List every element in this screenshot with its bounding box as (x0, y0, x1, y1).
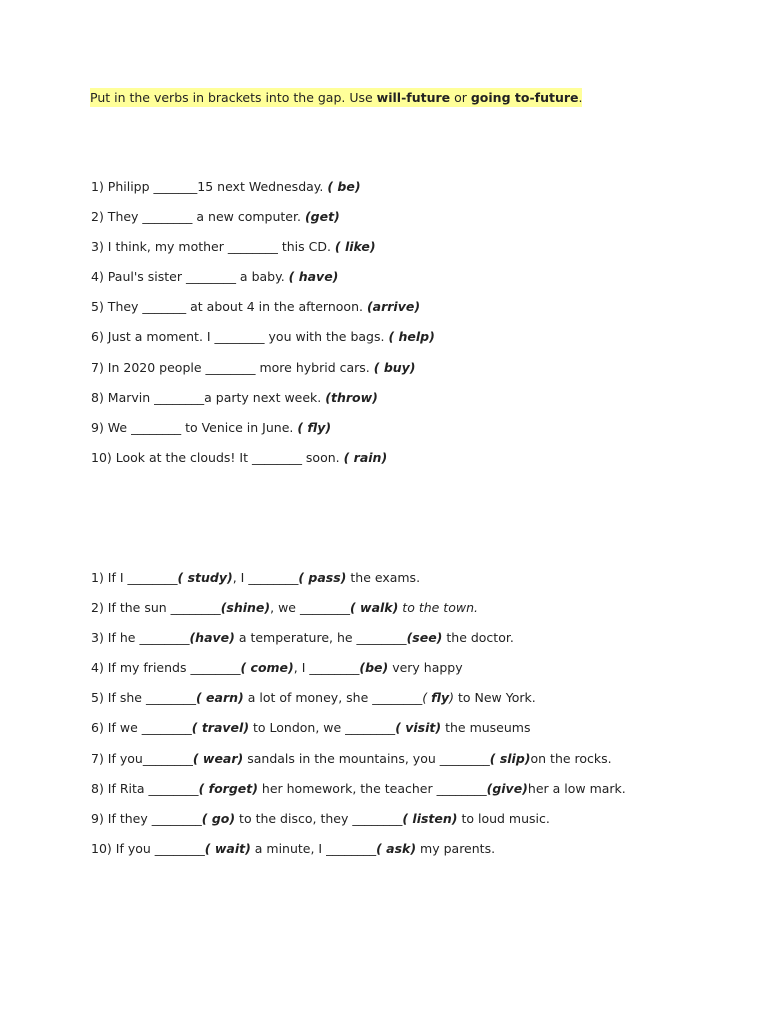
sentence-text: 9) We ________ to Venice in June. (91, 419, 298, 435)
verb-hint: ( slip) (489, 750, 531, 766)
verb-hint: ( buy) (373, 359, 416, 375)
sentence-text: sandals in the mountains, you ________ (243, 750, 490, 766)
verb-hint: ( forget) (198, 780, 258, 796)
sentence-text: the exams. (346, 570, 421, 585)
exercise-item (91, 569, 626, 599)
sentence-text: 3) If he ________ (91, 630, 190, 646)
exercise-section-future (91, 178, 435, 479)
sentence-text: 8) Marvin ________a party next week. (91, 389, 326, 405)
sentence-text: the doctor. (442, 630, 514, 646)
sentence-text: to loud music. (457, 810, 550, 826)
sentence-text: the museums (441, 720, 531, 736)
sentence-text: 10) If you ________ (91, 840, 205, 856)
verb-hint: ( study) (177, 570, 233, 585)
sentence-text: 4) If my friends ________ (91, 660, 241, 676)
instruction-text (90, 89, 582, 107)
exercise-item (91, 449, 435, 479)
sentence-text: to the disco, they ________ (235, 810, 403, 826)
verb-hint: ( ask) (376, 840, 417, 856)
sentence-text: 2) If the sun ________ (91, 600, 221, 616)
sentence-text: , I ________ (232, 570, 299, 585)
exercise-item (91, 599, 626, 629)
exercise-item (91, 178, 435, 208)
sentence-text: her a low mark. (527, 780, 626, 796)
instruction-part1: Put in the verbs in brackets into the gap. Use (90, 90, 377, 105)
sentence-text: 7) In 2020 people ________ more hybrid cars. (91, 359, 374, 375)
exercise-item (91, 840, 626, 870)
exercise-item (91, 719, 626, 749)
verb-hint: ( wait) (204, 840, 251, 856)
exercise-item (91, 208, 435, 238)
verb-hint: ( rain) (343, 449, 388, 465)
verb-hint: (arrive) (366, 299, 421, 315)
sentence-text: my parents. (416, 840, 496, 856)
sentence-text: her homework, the teacher ________ (257, 780, 487, 796)
verb-hint: ( earn) (195, 690, 244, 706)
sentence-text: 10) Look at the clouds! It ________ soon. (91, 449, 344, 465)
verb-hint: fly (431, 690, 450, 706)
verb-hint: ( wear) (192, 750, 244, 766)
sentence-text: 1) If I ________ (91, 570, 178, 585)
verb-hint: ( pass) (298, 570, 347, 585)
verb-hint: ( come) (240, 660, 294, 676)
sentence-text: 3) I think, my mother ________ this CD. (91, 239, 335, 255)
sentence-text: 8) If Rita ________ (91, 780, 199, 796)
verb-hint: (have) (189, 630, 235, 646)
sentence-text: on the rocks. (530, 750, 612, 766)
instruction-highlight (90, 88, 582, 107)
sentence-text: 6) Just a moment. I ________ you with the bags. (91, 329, 389, 345)
sentence-text: a minute, I ________ (250, 840, 377, 856)
sentence-text: , we ________ (270, 600, 350, 616)
will-future-keyword: will-future (376, 90, 451, 105)
verb-hint: ( like) (334, 239, 376, 255)
sentence-text: 9) If they ________ (91, 810, 202, 826)
verb-hint: ( help) (388, 329, 435, 345)
exercise-item (91, 810, 626, 840)
exercise-section-conditional (91, 569, 626, 870)
sentence-text: ) (449, 690, 454, 706)
exercise-item (91, 328, 435, 358)
instruction-or: or (450, 90, 471, 105)
sentence-text: , I ________ (293, 660, 360, 676)
sentence-text: to London, we ________ (249, 720, 396, 736)
sentence-text: ( (422, 690, 432, 706)
verb-hint: (throw) (325, 389, 378, 405)
exercise-item (91, 389, 435, 419)
exercise-item (91, 780, 626, 810)
sentence-text: a lot of money, she ________ (243, 690, 423, 706)
exercise-item (91, 689, 626, 719)
verb-hint: ( travel) (191, 720, 250, 736)
exercise-item (91, 268, 435, 298)
verb-hint: ( fly) (297, 419, 332, 435)
verb-hint: ( listen) (402, 810, 458, 826)
sentence-text: 6) If we ________ (91, 720, 192, 736)
verb-hint: (give) (486, 780, 528, 796)
exercise-item (91, 419, 435, 449)
exercise-item (91, 629, 626, 659)
sentence-text: 2) They ________ a new computer. (91, 209, 305, 225)
verb-hint: (be) (359, 660, 389, 676)
exercise-item (91, 750, 626, 780)
sentence-text: very happy (388, 660, 463, 676)
sentence-text: 4) Paul's sister ________ a baby. (91, 269, 289, 285)
sentence-text: 7) If you________ (91, 750, 193, 766)
exercise-item (91, 359, 435, 389)
exercise-item (91, 238, 435, 268)
verb-hint: ( walk) (349, 600, 399, 616)
exercise-item (91, 298, 435, 328)
sentence-text: a temperature, he ________ (234, 630, 407, 646)
verb-hint: (get) (304, 209, 340, 225)
sentence-text: 5) If she ________ (91, 690, 196, 706)
verb-hint: (see) (406, 630, 443, 646)
verb-hint: ( go) (201, 810, 236, 826)
verb-hint: ( be) (327, 179, 361, 194)
exercise-item (91, 659, 626, 689)
verb-hint: ( have) (288, 269, 339, 285)
going-to-future-keyword: going to-future (470, 90, 579, 105)
sentence-text: 5) They _______ at about 4 in the afternoon. (91, 299, 367, 315)
instruction-end: . (578, 90, 583, 105)
sentence-text: 1) Philipp _______15 next Wednesday. (91, 179, 328, 194)
sentence-text: to New York. (454, 690, 536, 706)
verb-hint: (shine) (220, 600, 271, 616)
sentence-text: to the town. (398, 600, 478, 616)
verb-hint: ( visit) (395, 720, 442, 736)
